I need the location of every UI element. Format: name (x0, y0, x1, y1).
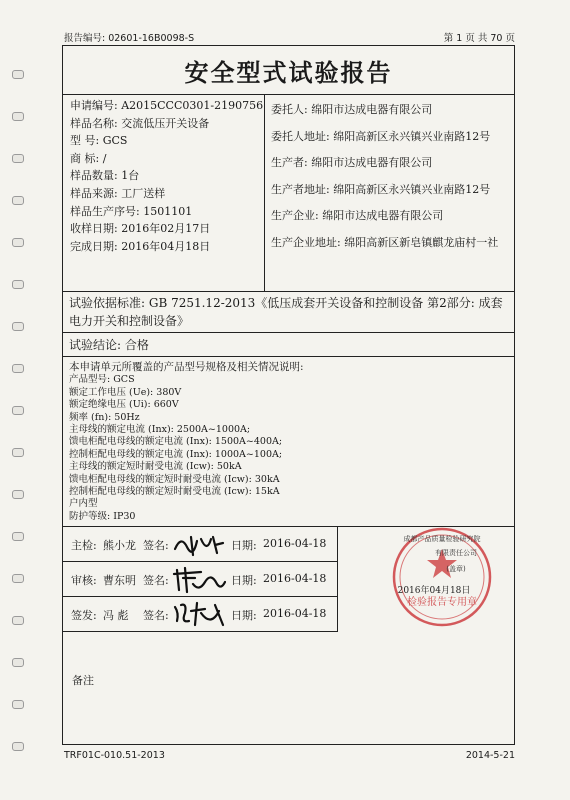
report-footer (64, 750, 515, 764)
info-completed-date: 完成日期: 2016年04月18日 (70, 239, 211, 253)
info-client-address: 委托人地址: 绵阳高新区永兴镇兴业南路12号 (271, 129, 491, 143)
description-line: 馈电柜配电母线的额定短时耐受电流 (Icw): 30kA (69, 473, 280, 485)
sample-info-left (70, 97, 263, 255)
notes-label: 备注 (72, 674, 94, 687)
info-trademark: 商 标: / (70, 151, 107, 165)
info-client: 委托人: 绵阳市达成电器有限公司 (271, 103, 433, 116)
date-label: 日期: (231, 539, 257, 552)
info-producer: 生产者: 绵阳市达成电器有限公司 (271, 156, 433, 169)
info-producer-address: 生产者地址: 绵阳高新区永兴镇兴业南路12号 (271, 182, 491, 196)
report-number: 报告编号: 02601-16B0098-S (64, 33, 195, 44)
stamp-date: 2016年04月18日 (397, 586, 471, 596)
description-line: 控制柜配电母线的额定电流 (Inx): 1000A~100A; (69, 448, 283, 460)
info-model: 型 号: GCS (70, 134, 128, 148)
info-source: 样品来源: 工厂送样 (70, 186, 166, 200)
handwritten-signature (171, 599, 226, 629)
signature-name: 曹东明 (103, 574, 136, 587)
stamp-seal-text: 检验报告专用章 (407, 597, 477, 608)
info-application-no: 申请编号: A2015CCC0301-2190756 (70, 99, 264, 112)
stamp-org-name: 成都产品质量检验研究院 (403, 535, 481, 543)
signature-role: 审核: (71, 574, 97, 587)
description-line: 户内型 (69, 498, 98, 510)
info-manufacturer-address: 生产企业地址: 绵阳高新区新皂镇麒龙庙村一社 (271, 235, 499, 249)
description-line: 防护等级: IP30 (69, 510, 136, 522)
sample-info-section (63, 94, 514, 292)
column-divider (264, 94, 265, 291)
notes-section (63, 632, 514, 743)
signature-role: 签发: (71, 609, 97, 622)
description-line: 主母线的额定短时耐受电流 (Icw): 50kA (69, 461, 242, 473)
description-line: 产品型号: GCS (69, 374, 135, 386)
description-line: 主母线的额定电流 (Inx): 2500A~1000A; (69, 424, 251, 436)
signature-row-inspector (63, 527, 338, 562)
test-conclusion: 试验结论: 合格 (63, 333, 514, 357)
signature-name: 熊小龙 (103, 539, 136, 552)
form-date: 2014-5-21 (465, 750, 515, 761)
signature-date: 2016-04-18 (263, 572, 327, 585)
test-basis: 试验依据标准: GB 7251.12-2013《低压成套开关设备和控制设备 第2部分: 成套电力开关和控制设备》 (63, 291, 514, 333)
stamp-seal (338, 527, 516, 632)
binding-holes (12, 0, 22, 800)
signature-row-reviewer (63, 562, 338, 597)
description-line: 馈电柜配电母线的额定电流 (Inx): 1500A~400A; (69, 436, 283, 448)
signature-date: 2016-04-18 (263, 537, 327, 550)
info-manufacturer: 生产企业: 绵阳市达成电器有限公司 (271, 209, 444, 222)
description-line: 额定工作电压 (Ue): 380V (69, 386, 182, 398)
official-stamp (338, 527, 516, 632)
stamp-org-type: 有限责任公司 (435, 549, 477, 557)
handwritten-signature (171, 529, 226, 559)
handwritten-signature (171, 564, 226, 594)
info-received-date: 收样日期: 2016年02月17日 (70, 222, 211, 236)
description-line: 额定绝缘电压 (Ui): 660V (69, 399, 179, 411)
info-quantity: 样品数量: 1台 (70, 169, 140, 183)
signature-role: 主检: (71, 539, 97, 552)
date-label: 日期: (231, 609, 257, 622)
description-line: 频率 (fn): 50Hz (69, 411, 140, 423)
report-frame (62, 45, 515, 745)
description-heading: 本申请单元所覆盖的产品型号规格及相关情况说明: (69, 361, 304, 373)
form-code: TRF01C-010.51-2013 (64, 750, 165, 761)
date-label: 日期: (231, 574, 257, 587)
signature-row-issuer (63, 597, 338, 632)
stamp-seal-label: (盖章) (446, 565, 466, 573)
page-indicator: 第 1 页 共 70 页 (443, 33, 515, 44)
signature-label: 签名: (143, 609, 169, 622)
signature-name: 冯 彪 (103, 609, 129, 622)
signature-label: 签名: (143, 539, 169, 552)
product-description (63, 357, 514, 527)
report-title: 安全型式试验报告 (63, 46, 514, 95)
info-serial-no: 样品生产序号: 1501101 (70, 204, 193, 218)
info-sample-name: 样品名称: 交流低压开关设备 (70, 116, 210, 130)
signature-date: 2016-04-18 (263, 607, 327, 620)
description-line: 控制柜配电母线的额定短时耐受电流 (Icw): 15kA (69, 486, 280, 498)
sample-info-right (271, 97, 498, 256)
signature-label: 签名: (143, 574, 169, 587)
report-header (64, 30, 515, 44)
